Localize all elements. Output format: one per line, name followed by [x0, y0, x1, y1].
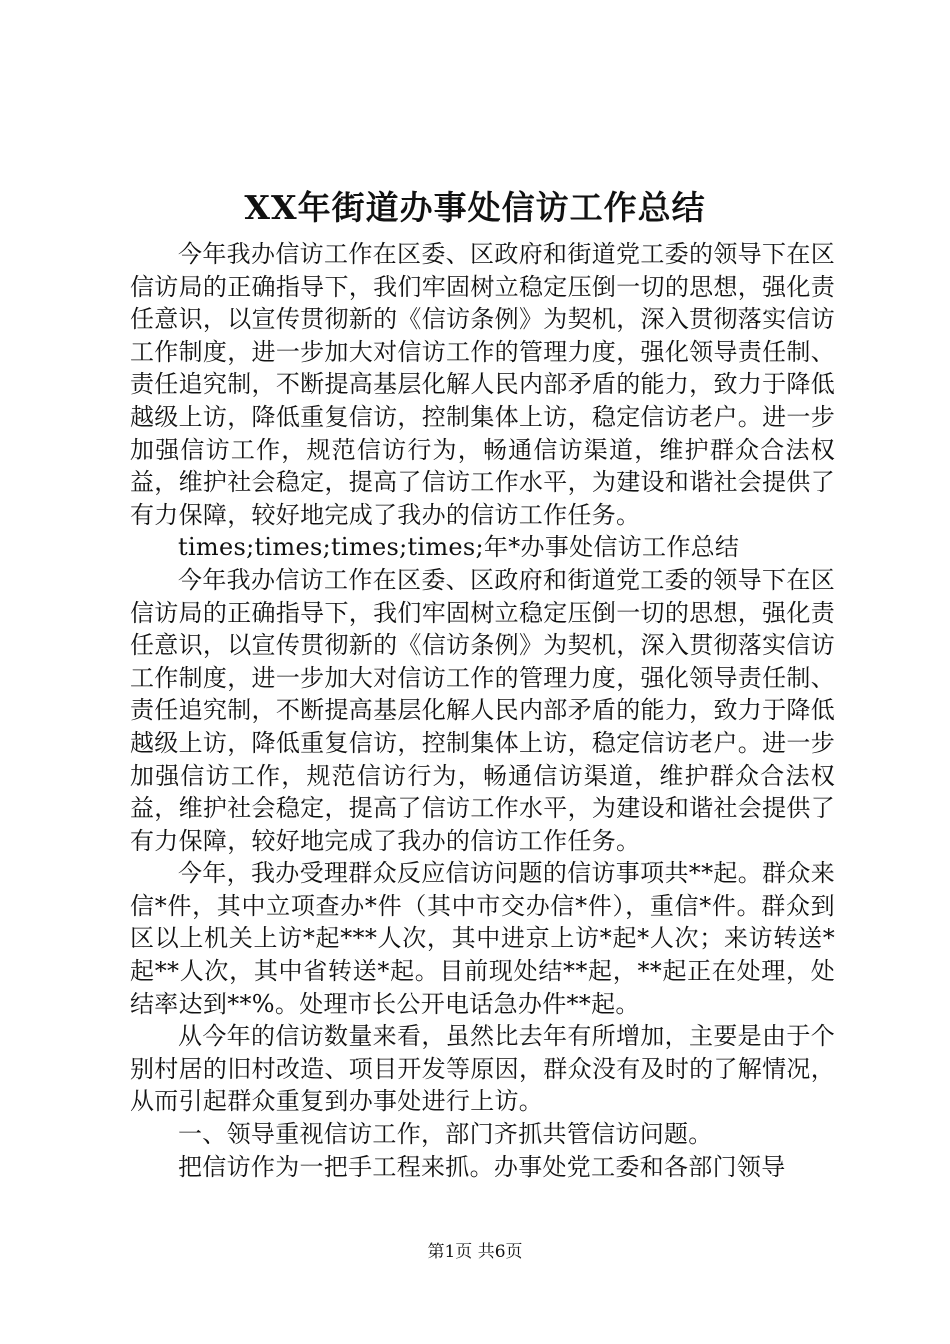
section-heading-1: 一、领导重视信访工作，部门齐抓共管信访问题。 [178, 1120, 713, 1149]
paragraph-subtitle: times;times;times;times;年*办事处信访工作总结 [178, 533, 740, 562]
page-title: XX年街道办事处信访工作总结 [244, 188, 706, 227]
paragraph-intro-repeat: 今年我办信访工作在区委、区政府和街道党工委的领导下在区信访局的正确指导下，我们牢固树立稳定压倒一切的思想，强化责任意识，以宣传贯彻新的《信访条例》为契机，深入贯彻落实信访工作制度，进一步加大对信访工作的管理力度，强化领导责任制、责任追究制，不断提高基层化解人民内部矛盾的能力，致力于降低越级上访，降低重复信访，控制集体上访，稳定信访老户。进一步加强信访工作，规范信访行为，畅通信访渠道，维护群众合法权益，维护社会稳定，提高了信访工作水平，为建设和谐社会提供了有力保障，较好地完成了我办的信访工作任务。 [130, 565, 835, 855]
paragraph-section-1: 把信访作为一把手工程来抓。办事处党工委和各部门领导 [178, 1152, 786, 1181]
document-body [130, 238, 835, 1183]
paragraph-statistics: 今年，我办受理群众反应信访问题的信访事项共**起。群众来信*件，其中立项查办*件（其中市交办信*件），重信*件。群众到区以上机关上访*起***人次，其中进京上访*起*人次；来访转送*起**人次，其中省转送*起。目前现处结**起，**起正在处理，处结率达到**%。处理市长公开电话急办件**起。 [130, 859, 835, 1018]
page-number-footer: 第1页 共6页 [427, 1242, 523, 1262]
paragraph-analysis: 从今年的信访数量来看，虽然比去年有所增加，主要是由于个别村居的旧村改造、项目开发等原因，群众没有及时的了解情况，从而引起群众重复到办事处进行上访。 [130, 1022, 835, 1116]
paragraph-intro: 今年我办信访工作在区委、区政府和街道党工委的领导下在区信访局的正确指导下，我们牢固树立稳定压倒一切的思想，强化责任意识，以宣传贯彻新的《信访条例》为契机，深入贯彻落实信访工作制度，进一步加大对信访工作的管理力度，强化领导责任制、责任追究制，不断提高基层化解人民内部矛盾的能力，致力于降低越级上访，降低重复信访，控制集体上访，稳定信访老户。进一步加强信访工作，规范信访行为，畅通信访渠道，维护群众合法权益，维护社会稳定，提高了信访工作水平，为建设和谐社会提供了有力保障，较好地完成了我办的信访工作任务。 [130, 240, 835, 529]
